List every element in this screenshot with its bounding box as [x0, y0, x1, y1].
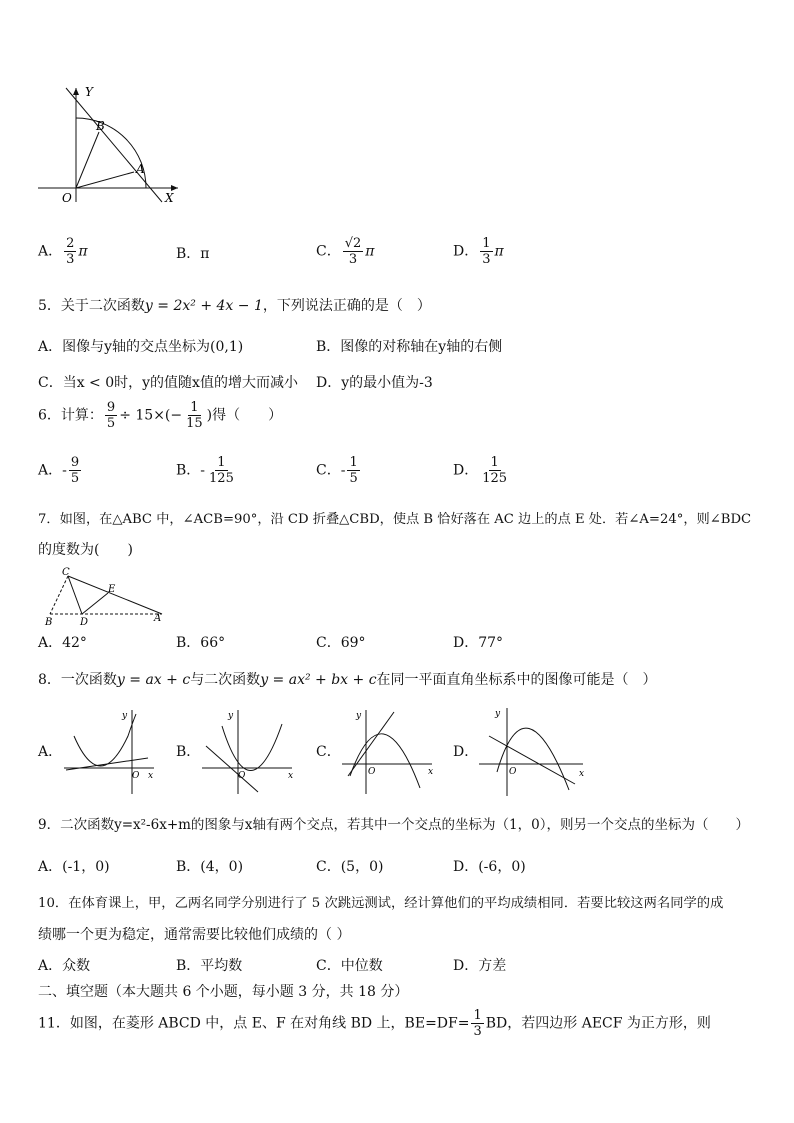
q5-option-b[interactable]: B．图像的对称轴在y轴的右侧: [316, 339, 503, 355]
q7-option-a[interactable]: A．42°: [38, 635, 87, 651]
q6-option-b[interactable]: B．- $\frac{1}{125}$: [176, 455, 234, 486]
svg-text:y: y: [356, 711, 362, 721]
q9-stem: 9．二次函数y=x²-6x+m的图象与x轴有两个交点，若其中一个交点的坐标为（1，0），则另一个交点的坐标为（ ）: [38, 817, 749, 833]
q10-option-d[interactable]: D．方差: [453, 958, 507, 974]
svg-text:y: y: [122, 711, 128, 721]
svg-text:y: y: [495, 709, 501, 719]
q8-option-a[interactable]: A．: [38, 744, 63, 760]
q6-stem: 6．计算： $\frac{9}{5}$ ÷ 15×(− $\frac{1}{15}$ )得（ ）: [38, 400, 283, 431]
svg-text:x: x: [288, 771, 294, 781]
quarter-circle-figure: [30, 80, 190, 210]
svg-text:x: x: [148, 771, 154, 781]
q8-graph-a[interactable]: [60, 706, 160, 796]
q4-option-a[interactable]: A． $\frac{2}{3}$ π: [38, 236, 88, 267]
label-b: B: [45, 617, 53, 628]
label-a: A: [154, 613, 162, 624]
q5-option-c[interactable]: C．当x < 0时，y的值随x值的增大而减小: [38, 375, 298, 391]
q8-option-d[interactable]: D．: [453, 744, 479, 760]
svg-text:x: x: [428, 767, 434, 777]
q7-option-d[interactable]: D．77°: [453, 635, 504, 651]
q9-option-d[interactable]: D．(-6，0): [453, 859, 526, 875]
label-d: D: [80, 617, 89, 628]
svg-text:x: x: [579, 769, 585, 779]
q8-option-b[interactable]: B．: [176, 744, 201, 760]
svg-text:y: y: [228, 711, 234, 721]
section-2-heading: 二、填空题（本大题共 6 个小题，每小题 3 分，共 18 分）: [38, 984, 409, 1000]
axis-x-label: X: [165, 191, 174, 205]
q6-option-c[interactable]: C．- $\frac{1}{5}$: [316, 455, 358, 486]
q10-option-b[interactable]: B．平均数: [176, 958, 243, 974]
q10-option-a[interactable]: A．众数: [38, 958, 91, 974]
q8-graph-d[interactable]: [475, 706, 587, 798]
q7-option-c[interactable]: C．69°: [316, 635, 366, 651]
axis-y-label: Y: [85, 85, 93, 99]
q6-option-d[interactable]: D． $\frac{1}{125}$: [453, 455, 508, 486]
q7-option-b[interactable]: B．66°: [176, 635, 226, 651]
q10-option-c[interactable]: C．中位数: [316, 958, 383, 974]
q4-option-c[interactable]: C． $\frac{√2}{3}$ π: [316, 236, 375, 267]
svg-text:O: O: [132, 771, 140, 781]
q9-option-c[interactable]: C．(5，0): [316, 859, 384, 875]
q5-stem: 5．关于二次函数y = 2x² + 4x − 1，下列说法正确的是（ ）: [38, 298, 431, 314]
q5-option-d[interactable]: D．y的最小值为-3: [316, 375, 433, 391]
q10-stem-line2: 绩哪一个更为稳定，通常需要比较他们成绩的（ ）: [38, 927, 351, 943]
label-e: E: [108, 584, 116, 595]
svg-text:O: O: [509, 767, 517, 777]
q8-option-c[interactable]: C．: [316, 744, 341, 760]
q10-stem-line1: 10．在体育课上，甲，乙两名同学分别进行了 5 次跳远测试，经计算他们的平均成绩相同．若要比较这两名同学的成: [38, 896, 724, 911]
q5-option-a[interactable]: A．图像与y轴的交点坐标为(0,1): [38, 339, 244, 355]
q8-graph-b[interactable]: [198, 706, 298, 796]
q9-option-a[interactable]: A．(-1，0): [38, 859, 110, 875]
point-b-label: B: [96, 119, 105, 133]
q7-stem-line2: 的度数为( ): [38, 542, 133, 558]
q8-graph-c[interactable]: [338, 706, 438, 796]
svg-text:O: O: [368, 767, 376, 777]
q4-option-d[interactable]: D． $\frac{1}{3}$ π: [453, 236, 504, 267]
point-a-label: A: [136, 162, 145, 176]
q7-stem-line1: 7．如图，在△ABC 中，∠ACB=90°，沿 CD 折叠△CBD，使点 B 恰好落在 AC 边上的点 E 处．若∠A=24°，则∠BDC: [38, 512, 752, 527]
q4-option-b[interactable]: B．π: [176, 246, 210, 262]
label-c: C: [62, 567, 70, 578]
svg-text:O: O: [238, 771, 246, 781]
q9-option-b[interactable]: B．(4，0): [176, 859, 244, 875]
triangle-fold-figure: [40, 566, 170, 628]
origin-label: O: [62, 191, 72, 205]
q6-option-a[interactable]: A．- $\frac{9}{5}$: [38, 455, 80, 486]
q11-stem: 11．如图，在菱形 ABCD 中，点 E、F 在对角线 BD 上，BE=DF= $\frac{1}{3}$ BD，若四边形 AECF 为正方形，则: [38, 1008, 711, 1039]
q8-stem: 8．一次函数y = ax + c与二次函数y = ax² + bx + c在同一平面直角坐标系中的图像可能是（ ）: [38, 672, 657, 688]
